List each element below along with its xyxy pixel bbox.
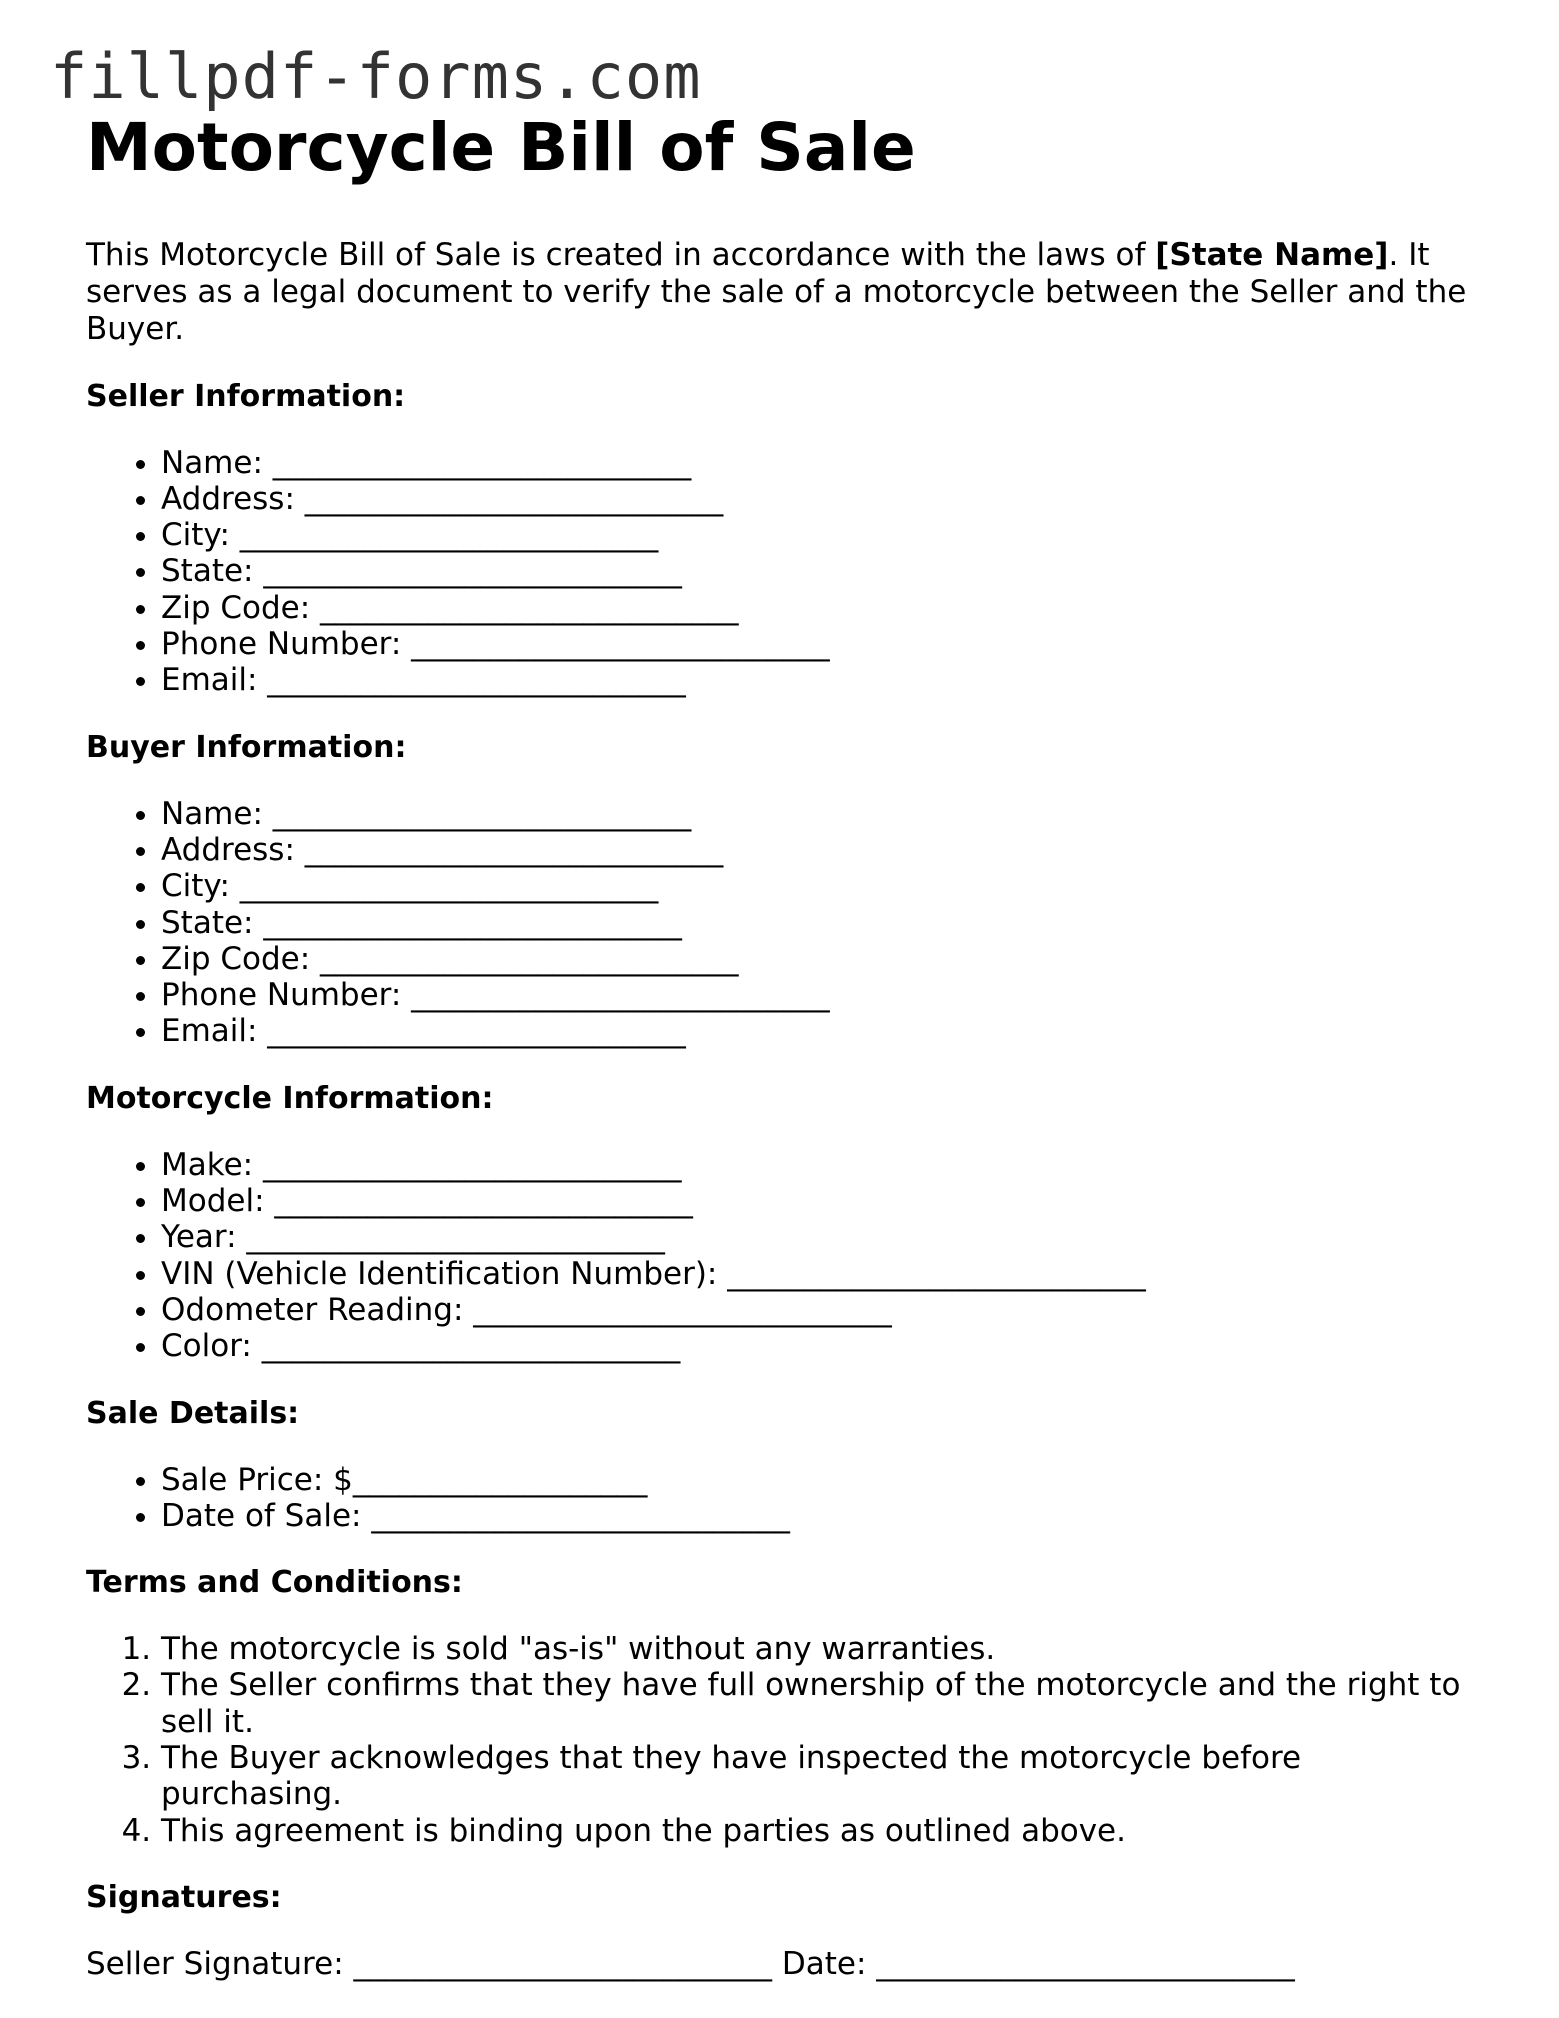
motorcycle-odometer-field: • Odometer Reading: ___________________________ xyxy=(161,1292,1486,1328)
signatures-heading: Signatures: xyxy=(86,1879,282,1915)
intro-paragraph xyxy=(86,237,1486,348)
buyer-address-field: • Address: ___________________________ xyxy=(161,832,1486,868)
term-item: 1. The motorcycle is sold "as-is" without any warranties. xyxy=(161,1631,1486,1667)
seller-zip-field: • Zip Code: ___________________________ xyxy=(161,590,1486,626)
terms-heading: Terms and Conditions: xyxy=(86,1565,463,1601)
motorcycle-year-field: • Year: ___________________________ xyxy=(161,1219,1486,1255)
term-item: 2. The Seller confirms that they have full ownership of the motorcycle and the right to sell it. xyxy=(161,1667,1486,1740)
term-item: 4. This agreement is binding upon the parties as outlined above. xyxy=(161,1813,1486,1849)
buyer-phone-field: • Phone Number: ___________________________ xyxy=(161,977,1486,1013)
document-body xyxy=(86,109,1486,1983)
motorcycle-color-field: • Color: ___________________________ xyxy=(161,1328,1486,1364)
motorcycle-heading: Motorcycle Information: xyxy=(86,1080,494,1116)
seller-signature-line: Seller Signature: ___________________________ Date: ___________________________ xyxy=(86,1945,1295,1982)
watermark: fillpdf-forms.com xyxy=(50,40,702,113)
motorcycle-make-field: • Make: ___________________________ xyxy=(161,1147,1486,1183)
seller-state-field: • State: ___________________________ xyxy=(161,553,1486,589)
seller-fields-list xyxy=(86,445,1486,699)
sale-price-field: • Sale Price: $___________________ xyxy=(161,1462,1486,1498)
buyer-city-field: • City: ___________________________ xyxy=(161,868,1486,904)
buyer-state-field: • State: ___________________________ xyxy=(161,905,1486,941)
seller-name-field: • Name: ___________________________ xyxy=(161,445,1486,481)
sale-fields-list xyxy=(86,1462,1486,1535)
sale-date-field: • Date of Sale: ___________________________ xyxy=(161,1498,1486,1534)
buyer-name-field: • Name: ___________________________ xyxy=(161,796,1486,832)
sale-heading: Sale Details: xyxy=(86,1395,300,1431)
seller-phone-field: • Phone Number: ___________________________ xyxy=(161,626,1486,662)
terms-list xyxy=(86,1631,1486,1849)
buyer-zip-field: • Zip Code: ___________________________ xyxy=(161,941,1486,977)
motorcycle-fields-list xyxy=(86,1147,1486,1365)
seller-city-field: • City: ___________________________ xyxy=(161,517,1486,553)
state-name-placeholder: [State Name] xyxy=(1155,236,1389,273)
intro-text-end: . It serves as a legal document to verify the sale of a motorcycle between the Seller and the Buyer. xyxy=(86,236,1467,347)
seller-address-field: • Address: ___________________________ xyxy=(161,481,1486,517)
term-item: 3. The Buyer acknowledges that they have inspected the motorcycle before purchasing. xyxy=(161,1740,1486,1813)
seller-email-field: • Email: ___________________________ xyxy=(161,662,1486,698)
buyer-fields-list xyxy=(86,796,1486,1050)
motorcycle-vin-field: • VIN (Vehicle Identification Number): ___________________________ xyxy=(161,1256,1486,1292)
page-title: Motorcycle Bill of Sale xyxy=(86,109,916,186)
seller-heading: Seller Information: xyxy=(86,378,406,414)
intro-text-start: This Motorcycle Bill of Sale is created in accordance with the laws of xyxy=(86,236,1156,273)
buyer-heading: Buyer Information: xyxy=(86,729,407,765)
buyer-email-field: • Email: ___________________________ xyxy=(161,1013,1486,1049)
motorcycle-model-field: • Model: ___________________________ xyxy=(161,1183,1486,1219)
